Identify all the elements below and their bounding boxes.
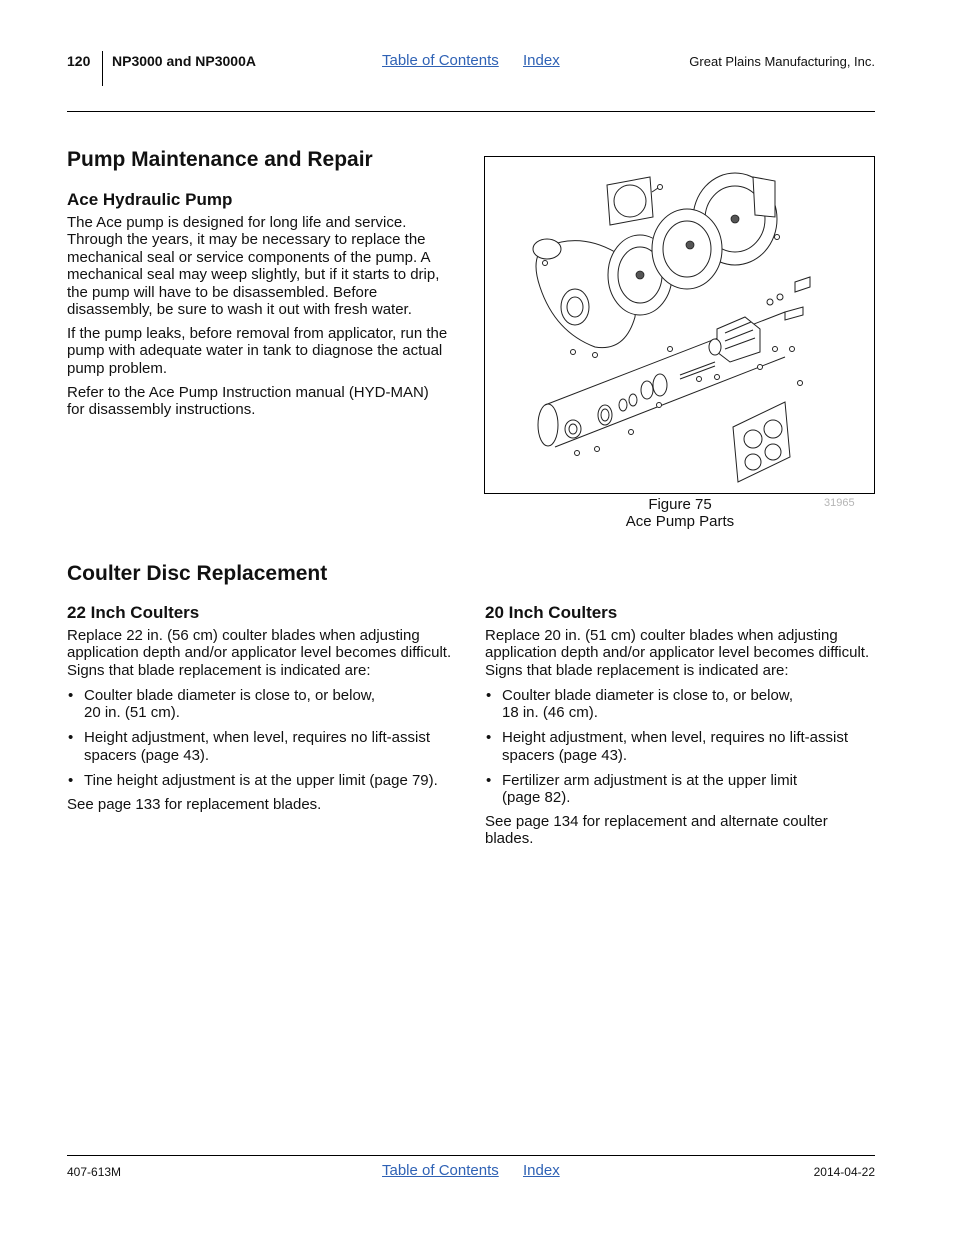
list-item: • Height adjustment, when level, requires no lift-assist spacers (page 43). xyxy=(485,729,877,764)
header-toc-link[interactable]: Table of Contents xyxy=(382,52,499,69)
figure-image-id: 31965 xyxy=(824,497,855,509)
company-name: Great Plains Manufacturing, Inc. xyxy=(689,54,875,69)
header-divider xyxy=(102,51,103,86)
footer-toc-link[interactable]: Table of Contents xyxy=(382,1162,499,1179)
pump-paragraph: The Ace pump is designed for long life and service. Through the years, it may be necessary to replace the mechanical seal or service components of the pump. A mechanical seal may weep slightly, but if it starts to drip, the pump will have to be disassembled. Before disassembly, be sure to wash it out with fresh water. xyxy=(67,214,440,319)
coulter-20-intro: Replace 20 in. (51 cm) coulter blades when adjusting application depth and/or applicator level becomes difficult. Signs that blade replacement is indicated are: xyxy=(485,627,870,679)
figure-number: Figure 75 xyxy=(648,496,712,513)
pump-section-heading: Pump Maintenance and Repair xyxy=(67,148,373,171)
coulter-20-subheading: 20 Inch Coulters xyxy=(485,603,618,622)
list-item: • Coulter blade diameter is close to, or below, 18 in. (46 cm). xyxy=(485,687,877,722)
footer-index-link[interactable]: Index xyxy=(523,1162,560,1179)
list-item: • Tine height adjustment is at the upper limit (page 79). xyxy=(67,772,459,789)
coulter-20-closing: See page 134 for replacement and alternate coulter blades. xyxy=(485,813,828,848)
header-index-link[interactable]: Index xyxy=(523,52,560,69)
figure-title: Ace Pump Parts xyxy=(625,513,735,531)
ace-pump-parts-figure xyxy=(484,156,875,494)
page-number: 120 xyxy=(67,53,91,69)
coulter-22-subheading: 22 Inch Coulters xyxy=(67,603,200,622)
manual-title: NP3000 and NP3000A xyxy=(112,53,256,69)
coulter-22-intro: Replace 22 in. (56 cm) coulter blades when adjusting application depth and/or applicator level becomes difficult. Signs that blade replacement is indicated are: xyxy=(67,627,452,679)
coulter-section-heading: Coulter Disc Replacement xyxy=(67,562,328,585)
ace-pump-subheading: Ace Hydraulic Pump xyxy=(67,190,233,209)
coulter-22-closing: See page 133 for replacement blades. xyxy=(67,796,322,813)
footer-rule xyxy=(67,1155,875,1156)
pump-paragraph: Refer to the Ace Pump Instruction manual (HYD-MAN) for disassembly instructions. xyxy=(67,384,429,419)
exploded-pump-diagram xyxy=(485,157,874,493)
coulter-22-bullet-list xyxy=(67,687,459,797)
list-item: • Height adjustment, when level, requires no lift-assist spacers (page 43). xyxy=(67,729,459,764)
header-rule xyxy=(67,111,875,112)
document-number: 407-613M xyxy=(67,1165,122,1179)
publication-date: 2014-04-22 xyxy=(813,1165,875,1179)
pump-paragraph: If the pump leaks, before removal from applicator, run the pump with adequate water in tank to diagnose the actual pump problem. xyxy=(67,325,448,377)
list-item: • Coulter blade diameter is close to, or below, 20 in. (51 cm). xyxy=(67,687,459,722)
coulter-20-bullet-list xyxy=(485,687,877,814)
list-item: • Fertilizer arm adjustment is at the upper limit (page 82). xyxy=(485,772,877,807)
figure-caption xyxy=(580,496,780,531)
